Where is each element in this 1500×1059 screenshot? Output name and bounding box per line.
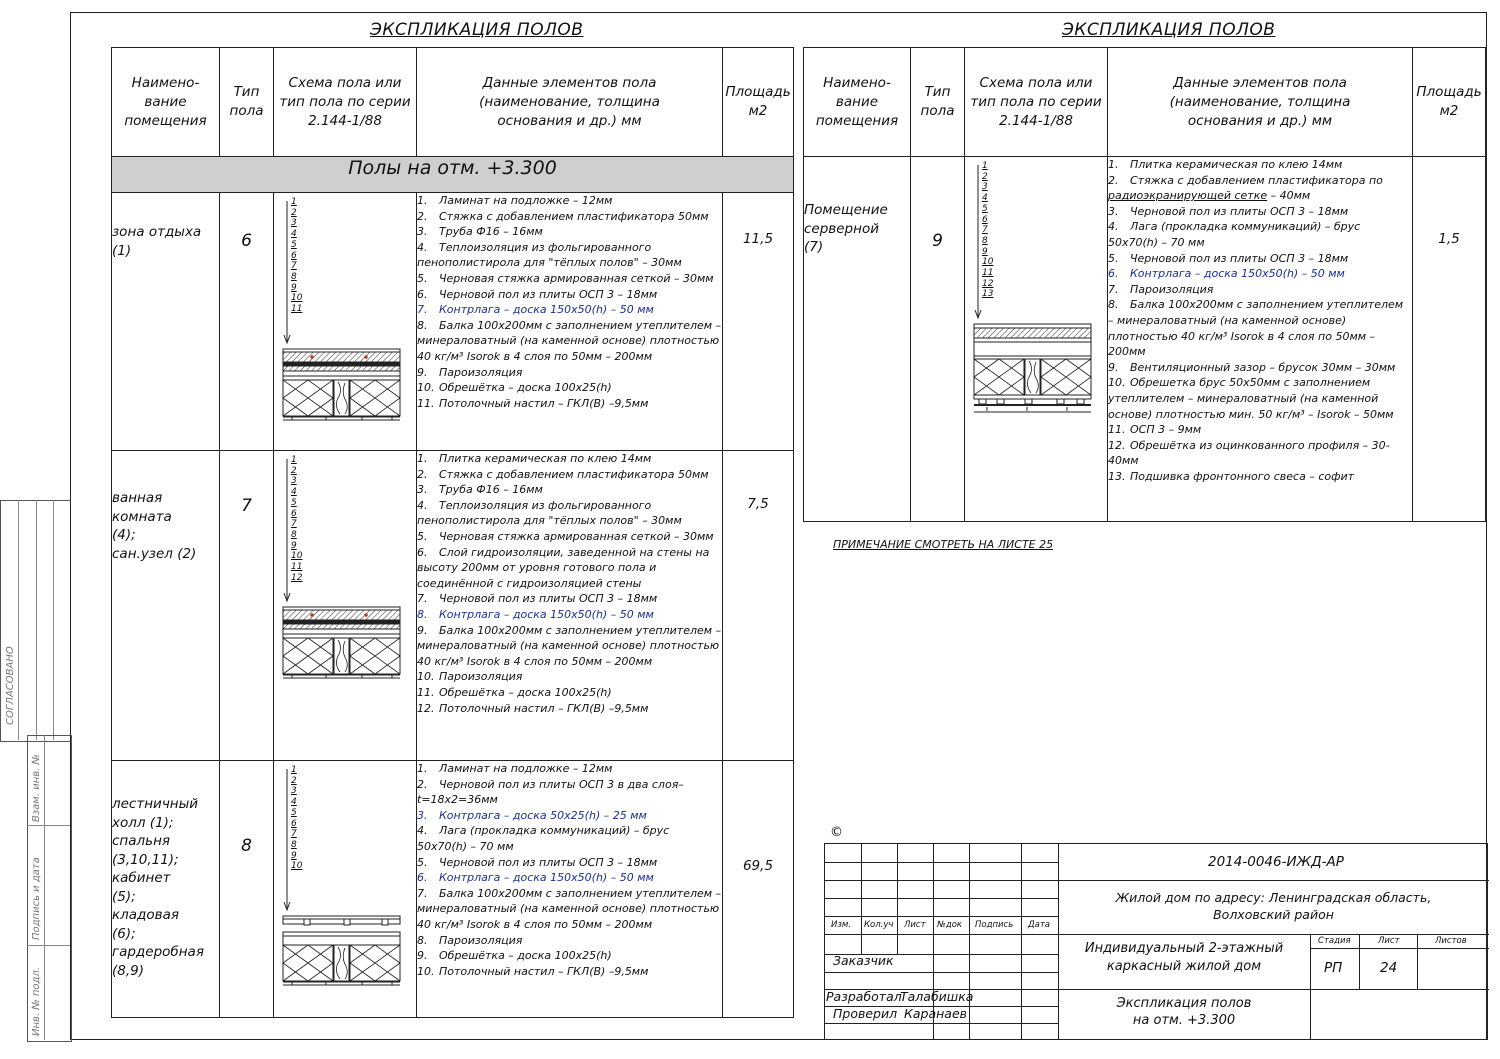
layer-number: 9.: [417, 949, 428, 963]
layer-text: Труба Ф16 – 16мм: [439, 483, 543, 497]
layer-text: Пароизоляция: [439, 365, 523, 379]
layer-lag: [974, 342, 1091, 356]
level-band: Полы на отм. +3.300: [112, 157, 794, 193]
layer-item: [1108, 375, 1412, 422]
layer-osb: [283, 932, 400, 936]
title-block: [824, 843, 1488, 1040]
layer-text: ОСП 3 – 9мм: [1130, 423, 1202, 437]
layer-item: [417, 808, 722, 824]
floor-scheme: [274, 451, 416, 751]
layer-list: [417, 761, 723, 1018]
layer-number: 4.: [417, 824, 428, 838]
header-layers: Данные элементов пола (наименование, толщина основания и др.) мм: [1108, 48, 1413, 157]
layer-item: [417, 823, 722, 854]
layer-rough-screed: [283, 366, 400, 371]
layer-text: Балка 100х200мм с заполнением утеплителем – минераловатный (на каменной основе) плотностью 40 кг/м³ Isorok в 4 слоя по 50мм – 200мм: [417, 886, 722, 931]
layer-batten: [1077, 399, 1084, 404]
scheme-layer-number: 3: [291, 218, 297, 229]
layer-number: 7.: [417, 303, 428, 317]
layer-text: Черновой пол из плиты ОСП 3 – 18мм: [1130, 204, 1349, 218]
scheme-layer-number: 11: [982, 268, 994, 279]
scheme-layer-number: 7: [291, 519, 297, 530]
layer-number: 1.: [417, 762, 428, 775]
sheet-value: 24: [1380, 960, 1398, 976]
layer-number: 10.: [417, 964, 435, 978]
scheme-layer-number: 8: [291, 271, 297, 282]
layer-number: 2.: [1108, 173, 1119, 187]
layer-number: 3.: [1108, 204, 1119, 218]
project-address: Жилой дом по адресу: Ленинградская область, Волховский район: [1115, 890, 1432, 922]
layer-text: Плитка керамическая по клею 14мм: [1130, 158, 1343, 171]
layer-text: Черновая стяжка армированная сеткой – 30мм: [439, 271, 714, 285]
layer-insulation: [283, 362, 400, 366]
layer-text: Контрлага – доска 150x50(h) – 50 мм: [1130, 267, 1345, 281]
scheme-layer-number: 6: [291, 250, 297, 261]
layer-item: [417, 701, 722, 717]
layer-item: [417, 886, 722, 933]
left-floor-table: [111, 47, 794, 1018]
layer-text: Обрешётка – доска 100x25(h): [439, 381, 612, 395]
layer-text: Черновой пол из плиты ОСП 3 – 18мм: [439, 592, 658, 606]
layer-text: Ламинат на подложке – 12мм: [439, 762, 613, 775]
layer-text: Подшивка фронтонного свеса – софит: [1130, 469, 1355, 483]
header-scheme: Схема пола или тип пола по серии 2.144-1/88: [965, 48, 1108, 157]
scheme-layer-number: 5: [291, 807, 297, 818]
side-label-inv-replace: Взам. инв. №: [31, 754, 42, 822]
timber-beam: [334, 380, 349, 416]
right-table-title: ЭКСПЛИКАЦИЯ ПОЛОВ: [1062, 20, 1276, 40]
layer-item: [417, 318, 722, 365]
layer-text: Потолочный настил – ГКЛ(В) –9,5мм: [439, 396, 649, 410]
scheme-layer-number: 11: [291, 304, 303, 315]
layer-list: [417, 451, 723, 761]
layer-item: [417, 498, 722, 529]
layer-item: [417, 933, 722, 949]
layer-text: Обрешётка – доска 100x25(h): [439, 949, 612, 963]
floor-type: 8: [220, 761, 274, 1018]
table-row: [804, 157, 1486, 522]
layer-counter-batten: [382, 919, 388, 925]
layer-item: [417, 451, 722, 467]
layer-item: [1108, 157, 1412, 173]
scheme-layer-number: 7: [291, 829, 297, 840]
hdr-ndok: №док: [937, 920, 963, 930]
layer-counter-batten: [304, 919, 310, 925]
hdr-podp: Подпись: [975, 920, 1014, 930]
layer-item: [417, 870, 722, 886]
layer-number: 9.: [1108, 360, 1119, 374]
layer-number: 7.: [1108, 282, 1119, 296]
copyright-mark: ©: [830, 825, 843, 840]
layer-text: Ламинат на подложке – 12мм: [439, 194, 613, 207]
left-strip-line: [44, 735, 45, 1040]
scheme-layer-number: 6: [291, 818, 297, 829]
scheme-layer-number: 5: [291, 497, 297, 508]
layer-text: Теплоизоляция из фольгированного пенополистирола для "тёплых полов" – 30мм: [417, 498, 682, 528]
object-name: Индивидуальный 2-этажный каркасный жилой дом: [1084, 941, 1284, 974]
left-strip-line: [36, 500, 37, 740]
layer-item: [417, 365, 722, 381]
layer-screed: [283, 610, 400, 620]
header-room: Наимено- вание помещения: [112, 48, 220, 157]
pipe-mark: [364, 613, 368, 617]
scheme-layer-number: 6: [982, 214, 988, 225]
layer-text: Черновой пол из плиты ОСП 3 – 18мм: [439, 855, 658, 869]
layer-text: Черновая стяжка армированная сеткой – 30мм: [439, 529, 714, 543]
scheme-layer-number: 10: [291, 293, 303, 304]
scheme-layer-number: 9: [291, 540, 297, 551]
floor-scheme-cell: [274, 193, 417, 451]
layer-text: Пароизоляция: [439, 670, 523, 684]
scheme-layer-number: 9: [982, 246, 988, 257]
layer-item: [417, 396, 722, 412]
layer-screed: [974, 328, 1091, 338]
layer-text: Обрешетка брус 50х50мм с заполнением утеплителем – минераловатный (на каменной основе) плотностью мин. 50 кг/м³ – Isorok – 50мм: [1108, 376, 1394, 421]
room-name: ванная комната (4); сан.узел (2): [112, 451, 220, 761]
layer-text: Пароизоляция: [439, 933, 523, 947]
layer-text: Лага (прокладка коммуникаций) – брус 50x70(h) – 70 мм: [1108, 220, 1361, 249]
scheme-layer-number: 1: [291, 197, 297, 207]
note-text: ПРИМЕЧАНИЕ СМОТРЕТЬ НА ЛИСТЕ 25: [833, 538, 1054, 551]
layer-number: 11.: [417, 685, 435, 699]
header-room: Наимено- вание помещения: [804, 48, 911, 157]
room-name: лестничный холл (1); спальня (3,10,11); кабинет (5); кладовая (6); гардеробная (8,9): [112, 761, 220, 1018]
layer-item: [417, 209, 722, 225]
scheme-layer-number: 8: [982, 235, 988, 246]
hdr-izm: Изм.: [831, 920, 851, 930]
scheme-layer-number: 4: [291, 797, 297, 808]
layer-text: Слой гидроизоляции, заведенной на стены на высоту 200мм от уровня готового пола и соединённой с гидроизоляцией стены: [417, 545, 710, 590]
sheets-label: Листов: [1435, 936, 1467, 946]
layer-item: [417, 777, 722, 808]
scheme-layer-number: 2: [291, 207, 297, 218]
scheme-layer-number: 12: [982, 278, 994, 289]
right-floor-table: [803, 47, 1486, 522]
layer-item: [1108, 422, 1412, 438]
layer-batten: [979, 399, 986, 404]
layer-text: Балка 100х200мм с заполнением утеплителем – минераловатный (на каменной основе) плотностью 40 кг/м³ Isorok в 4 слоя по 50мм – 200мм: [1108, 298, 1404, 359]
layer-item: [417, 948, 722, 964]
layer-item: [417, 240, 722, 271]
timber-beam: [334, 638, 349, 674]
scheme-layer-number: 3: [291, 786, 297, 797]
layer-item: [417, 591, 722, 607]
header-type: Тип пола: [911, 48, 965, 157]
layer-item: [417, 224, 722, 240]
layer-text: Контрлага – доска 150x50(h) – 50 мм: [439, 871, 654, 885]
layer-number: 4.: [1108, 220, 1119, 234]
developed-name: Талабишка: [900, 989, 974, 1004]
layer-number: 8.: [417, 933, 428, 947]
checked-name: Каранаев: [904, 1006, 968, 1021]
layer-number: 10.: [417, 670, 435, 684]
timber-beam: [334, 945, 349, 981]
layer-text: Вентиляционный зазор – брусок 30мм – 30мм: [1130, 360, 1396, 374]
floor-scheme: [965, 157, 1107, 512]
timber-beam: [1025, 359, 1040, 395]
side-label-agreed: СОГЛАСОВАНО: [5, 646, 16, 725]
layer-number: 10.: [1108, 376, 1126, 390]
layer-list: [1108, 157, 1413, 522]
layer-text: Плитка керамическая по клею 14мм: [439, 452, 652, 465]
header-layers: Данные элементов пола (наименование, толщина основания и др.) мм: [417, 48, 723, 157]
layer-text: Контрлага – доска 150x50(h) – 50 мм: [439, 303, 654, 317]
scheme-layer-number: 8: [291, 529, 297, 540]
layer-text: Черновой пол из плиты ОСП 3 в два слоя– t=18x2=36мм: [417, 777, 684, 807]
layer-number: 8.: [1108, 298, 1119, 312]
layer-item: [417, 685, 722, 701]
scheme-layer-number: 3: [982, 182, 988, 193]
layer-text: Труба Ф16 – 16мм: [439, 225, 543, 239]
scheme-layer-number: 10: [291, 551, 303, 562]
layer-insulation: [283, 620, 400, 624]
stage-label: Стадия: [1318, 936, 1351, 946]
layer-item: [417, 855, 722, 871]
layer-counter-batten: [283, 376, 400, 380]
scheme-layer-number: 2: [291, 465, 297, 476]
scheme-layer-number: 1: [291, 765, 297, 775]
layer-number: 6.: [417, 871, 428, 885]
floor-scheme-cell: [965, 157, 1108, 522]
customer-label: Заказчик: [833, 953, 894, 968]
layer-item: [1108, 282, 1412, 298]
layer-text: Стяжка с добавлением пластификатора 50мм: [439, 467, 709, 481]
layer-text: Обрешётка – доска 100x25(h): [439, 685, 612, 699]
layer-number: 1.: [1108, 158, 1119, 171]
scheme-layer-number: 2: [982, 171, 988, 182]
header-type: Тип пола: [220, 48, 274, 157]
room-name: Помещение серверной (7): [804, 157, 911, 522]
layer-item: [1108, 266, 1412, 282]
layer-number: 6.: [1108, 267, 1119, 281]
layer-item: [417, 287, 722, 303]
layer-text: Обрешётка из оцинкованного профиля – 30-40мм: [1108, 438, 1390, 468]
layer-number: 5.: [417, 855, 428, 869]
layer-batten: [997, 399, 1004, 404]
layer-number: 10.: [417, 381, 435, 395]
table-row: [112, 761, 794, 1018]
floor-section-drawing: [274, 193, 417, 443]
floor-scheme-cell: [274, 451, 417, 761]
layer-counter-batten: [344, 919, 350, 925]
area-value: 7,5: [723, 451, 794, 761]
floor-section-drawing: [965, 157, 1108, 512]
scheme-layer-number: 7: [291, 261, 297, 272]
layer-number: 2.: [417, 467, 428, 481]
layer-batten: [1025, 399, 1032, 404]
scheme-layer-number: 6: [291, 508, 297, 519]
layer-text: Стяжка с добавлением пластификатора по радиоэкранирующей сетке – 40мм: [1108, 173, 1383, 203]
layer-number: 11.: [417, 396, 435, 410]
pipe-mark: [310, 355, 314, 359]
side-label-sign-date: Подпись и дата: [31, 857, 42, 940]
layer-item: [1108, 173, 1412, 204]
left-table-title: ЭКСПЛИКАЦИЯ ПОЛОВ: [370, 20, 584, 40]
layer-number: 4.: [417, 240, 428, 254]
layer-item: [417, 467, 722, 483]
layer-text: Балка 100х200мм с заполнением утеплителем – минераловатный (на каменной основе) плотностью 40 кг/м³ Isorok в 4 слоя по 50мм – 200мм: [417, 623, 722, 668]
layer-number: 1.: [417, 452, 428, 465]
header-area: Площадь м2: [1413, 48, 1486, 157]
layer-item: [1108, 219, 1412, 250]
floor-scheme: [274, 193, 416, 443]
layer-counter-batten: [283, 634, 400, 638]
scheme-layer-number: 13: [982, 289, 994, 300]
scheme-layer-number: 12: [291, 572, 303, 583]
layer-number: 12.: [417, 701, 435, 715]
floor-section-drawing: [274, 761, 417, 1011]
layer-number: 3.: [417, 808, 428, 822]
layer-number: 11.: [1108, 423, 1126, 437]
layer-number: 2.: [417, 209, 428, 223]
layer-text: Балка 100х200мм с заполнением утеплителем – минераловатный (на каменной основе) плотностью 40 кг/м³ Isorok в 4 слоя по 50мм – 200мм: [417, 318, 722, 363]
scheme-layer-number: 5: [982, 203, 988, 214]
project-code: 2014-0046-ИЖД-АР: [1208, 854, 1344, 870]
layer-number: 9.: [417, 623, 428, 637]
layer-item: [1108, 251, 1412, 267]
scheme-layer-number: 9: [291, 282, 297, 293]
layer-item: [417, 607, 722, 623]
scheme-layer-number: 10: [982, 257, 994, 268]
layer-text: Черновой пол из плиты ОСП 3 – 18мм: [1130, 251, 1349, 265]
layer-item: [1108, 438, 1412, 469]
layer-item: [417, 545, 722, 592]
layer-text: Контрлага – доска 50x25(h) – 25 мм: [439, 808, 647, 822]
floor-type: 9: [911, 157, 965, 522]
hdr-kol: Кол.уч: [864, 920, 894, 930]
layer-number: 8.: [417, 607, 428, 621]
layer-text: Потолочный настил – ГКЛ(В) –9,5мм: [439, 701, 649, 715]
floor-section-drawing: [274, 451, 417, 751]
layer-item: [417, 271, 722, 287]
layer-text: Потолочный настил – ГКЛ(В) –9,5мм: [439, 964, 649, 978]
stage-value: РП: [1324, 960, 1343, 976]
floor-scheme-cell: [274, 761, 417, 1018]
layer-item: [1108, 297, 1412, 359]
layer-osb: [283, 371, 400, 376]
layer-text: Контрлага – доска 150x50(h) – 50 мм: [439, 607, 654, 621]
layer-text: Пароизоляция: [1130, 282, 1214, 296]
room-name: зона отдыха (1): [112, 193, 220, 451]
area-value: 1,5: [1413, 157, 1486, 522]
layer-text: Лага (прокладка коммуникаций) – брус 50x70(h) – 70 мм: [417, 824, 670, 853]
layer-number: 13.: [1108, 469, 1126, 483]
header-scheme: Схема пола или тип пола по серии 2.144-1/88: [274, 48, 417, 157]
left-strip-line: [18, 500, 19, 740]
floor-type: 7: [220, 451, 274, 761]
scheme-layer-number: 10: [291, 861, 303, 872]
layer-batten: [1057, 399, 1064, 404]
scheme-layer-number: 1: [291, 455, 297, 465]
layer-vent-gap: [974, 395, 1091, 399]
layer-item: [1108, 204, 1412, 220]
scheme-layer-number: 4: [291, 487, 297, 498]
layer-list: [417, 193, 723, 451]
table-row: [112, 193, 794, 451]
layer-item: [417, 669, 722, 685]
pipe-mark: [310, 613, 314, 617]
layer-number: 8.: [417, 318, 428, 332]
layer-osb: [974, 404, 1091, 406]
area-value: 11,5: [723, 193, 794, 451]
layer-tile: [974, 324, 1091, 328]
layer-number: 3.: [417, 225, 428, 239]
developed-label: Разработал: [826, 989, 902, 1004]
layer-text: Стяжка с добавлением пластификатора 50мм: [439, 209, 709, 223]
scheme-layer-number: 9: [291, 850, 297, 861]
layer-item: [1108, 469, 1412, 485]
left-strip-line: [53, 500, 54, 740]
layer-screed: [283, 352, 400, 362]
layer-osb: [283, 629, 400, 634]
layer-item: [417, 623, 722, 670]
scheme-layer-number: 2: [291, 775, 297, 786]
checked-label: Проверил: [833, 1006, 898, 1021]
scheme-layer-number: 5: [291, 239, 297, 250]
layer-number: 7.: [417, 592, 428, 606]
layer-number: 2.: [417, 777, 428, 791]
scheme-layer-number: 7: [982, 225, 988, 236]
layer-number: 5.: [417, 529, 428, 543]
layer-number: 5.: [1108, 251, 1119, 265]
layer-number: 12.: [1108, 438, 1126, 452]
layer-rough-screed: [283, 624, 400, 629]
scheme-layer-number: 11: [291, 562, 303, 573]
scheme-layer-number: 4: [982, 193, 988, 204]
layer-number: 6.: [417, 287, 428, 301]
layer-item: [417, 482, 722, 498]
layer-number: 9.: [417, 365, 428, 379]
scheme-layer-number: 3: [291, 476, 297, 487]
layer-item: [417, 193, 722, 209]
layer-item: [417, 761, 722, 777]
layer-osb: [974, 338, 1091, 342]
layer-number: 3.: [417, 483, 428, 497]
layer-item: [417, 529, 722, 545]
scheme-layer-number: 4: [291, 229, 297, 240]
layer-number: 1.: [417, 194, 428, 207]
scheme-layer-number: 8: [291, 839, 297, 850]
floor-scheme: [274, 761, 416, 1011]
layer-item: [1108, 360, 1412, 376]
layer-text: Черновой пол из плиты ОСП 3 – 18мм: [439, 287, 658, 301]
left-strip-line: [27, 825, 70, 826]
sheet-label: Лист: [1378, 936, 1400, 946]
layer-item: [417, 964, 722, 980]
layer-item: [417, 302, 722, 318]
hdr-list: Лист: [904, 920, 926, 930]
layer-item: [417, 380, 722, 396]
layer-text: Теплоизоляция из фольгированного пенополистирола для "тёплых полов" – 30мм: [417, 240, 682, 270]
scheme-layer-number: 1: [982, 161, 988, 171]
layer-number: 6.: [417, 545, 428, 559]
layer-number: 5.: [417, 271, 428, 285]
header-area: Площадь м2: [723, 48, 794, 157]
layer-lag: [283, 936, 400, 945]
table-row: [112, 451, 794, 761]
area-value: 69,5: [723, 761, 794, 1018]
layer-number: 7.: [417, 886, 428, 900]
side-label-inv-orig: Инв. № подл.: [31, 967, 42, 1036]
sheet-name: Экспликация полов на отм. +3.300: [1116, 996, 1252, 1028]
hdr-data: Дата: [1028, 920, 1051, 930]
floor-type: 6: [220, 193, 274, 451]
left-strip-line: [27, 945, 70, 946]
pipe-mark: [364, 355, 368, 359]
layer-number: 4.: [417, 498, 428, 512]
